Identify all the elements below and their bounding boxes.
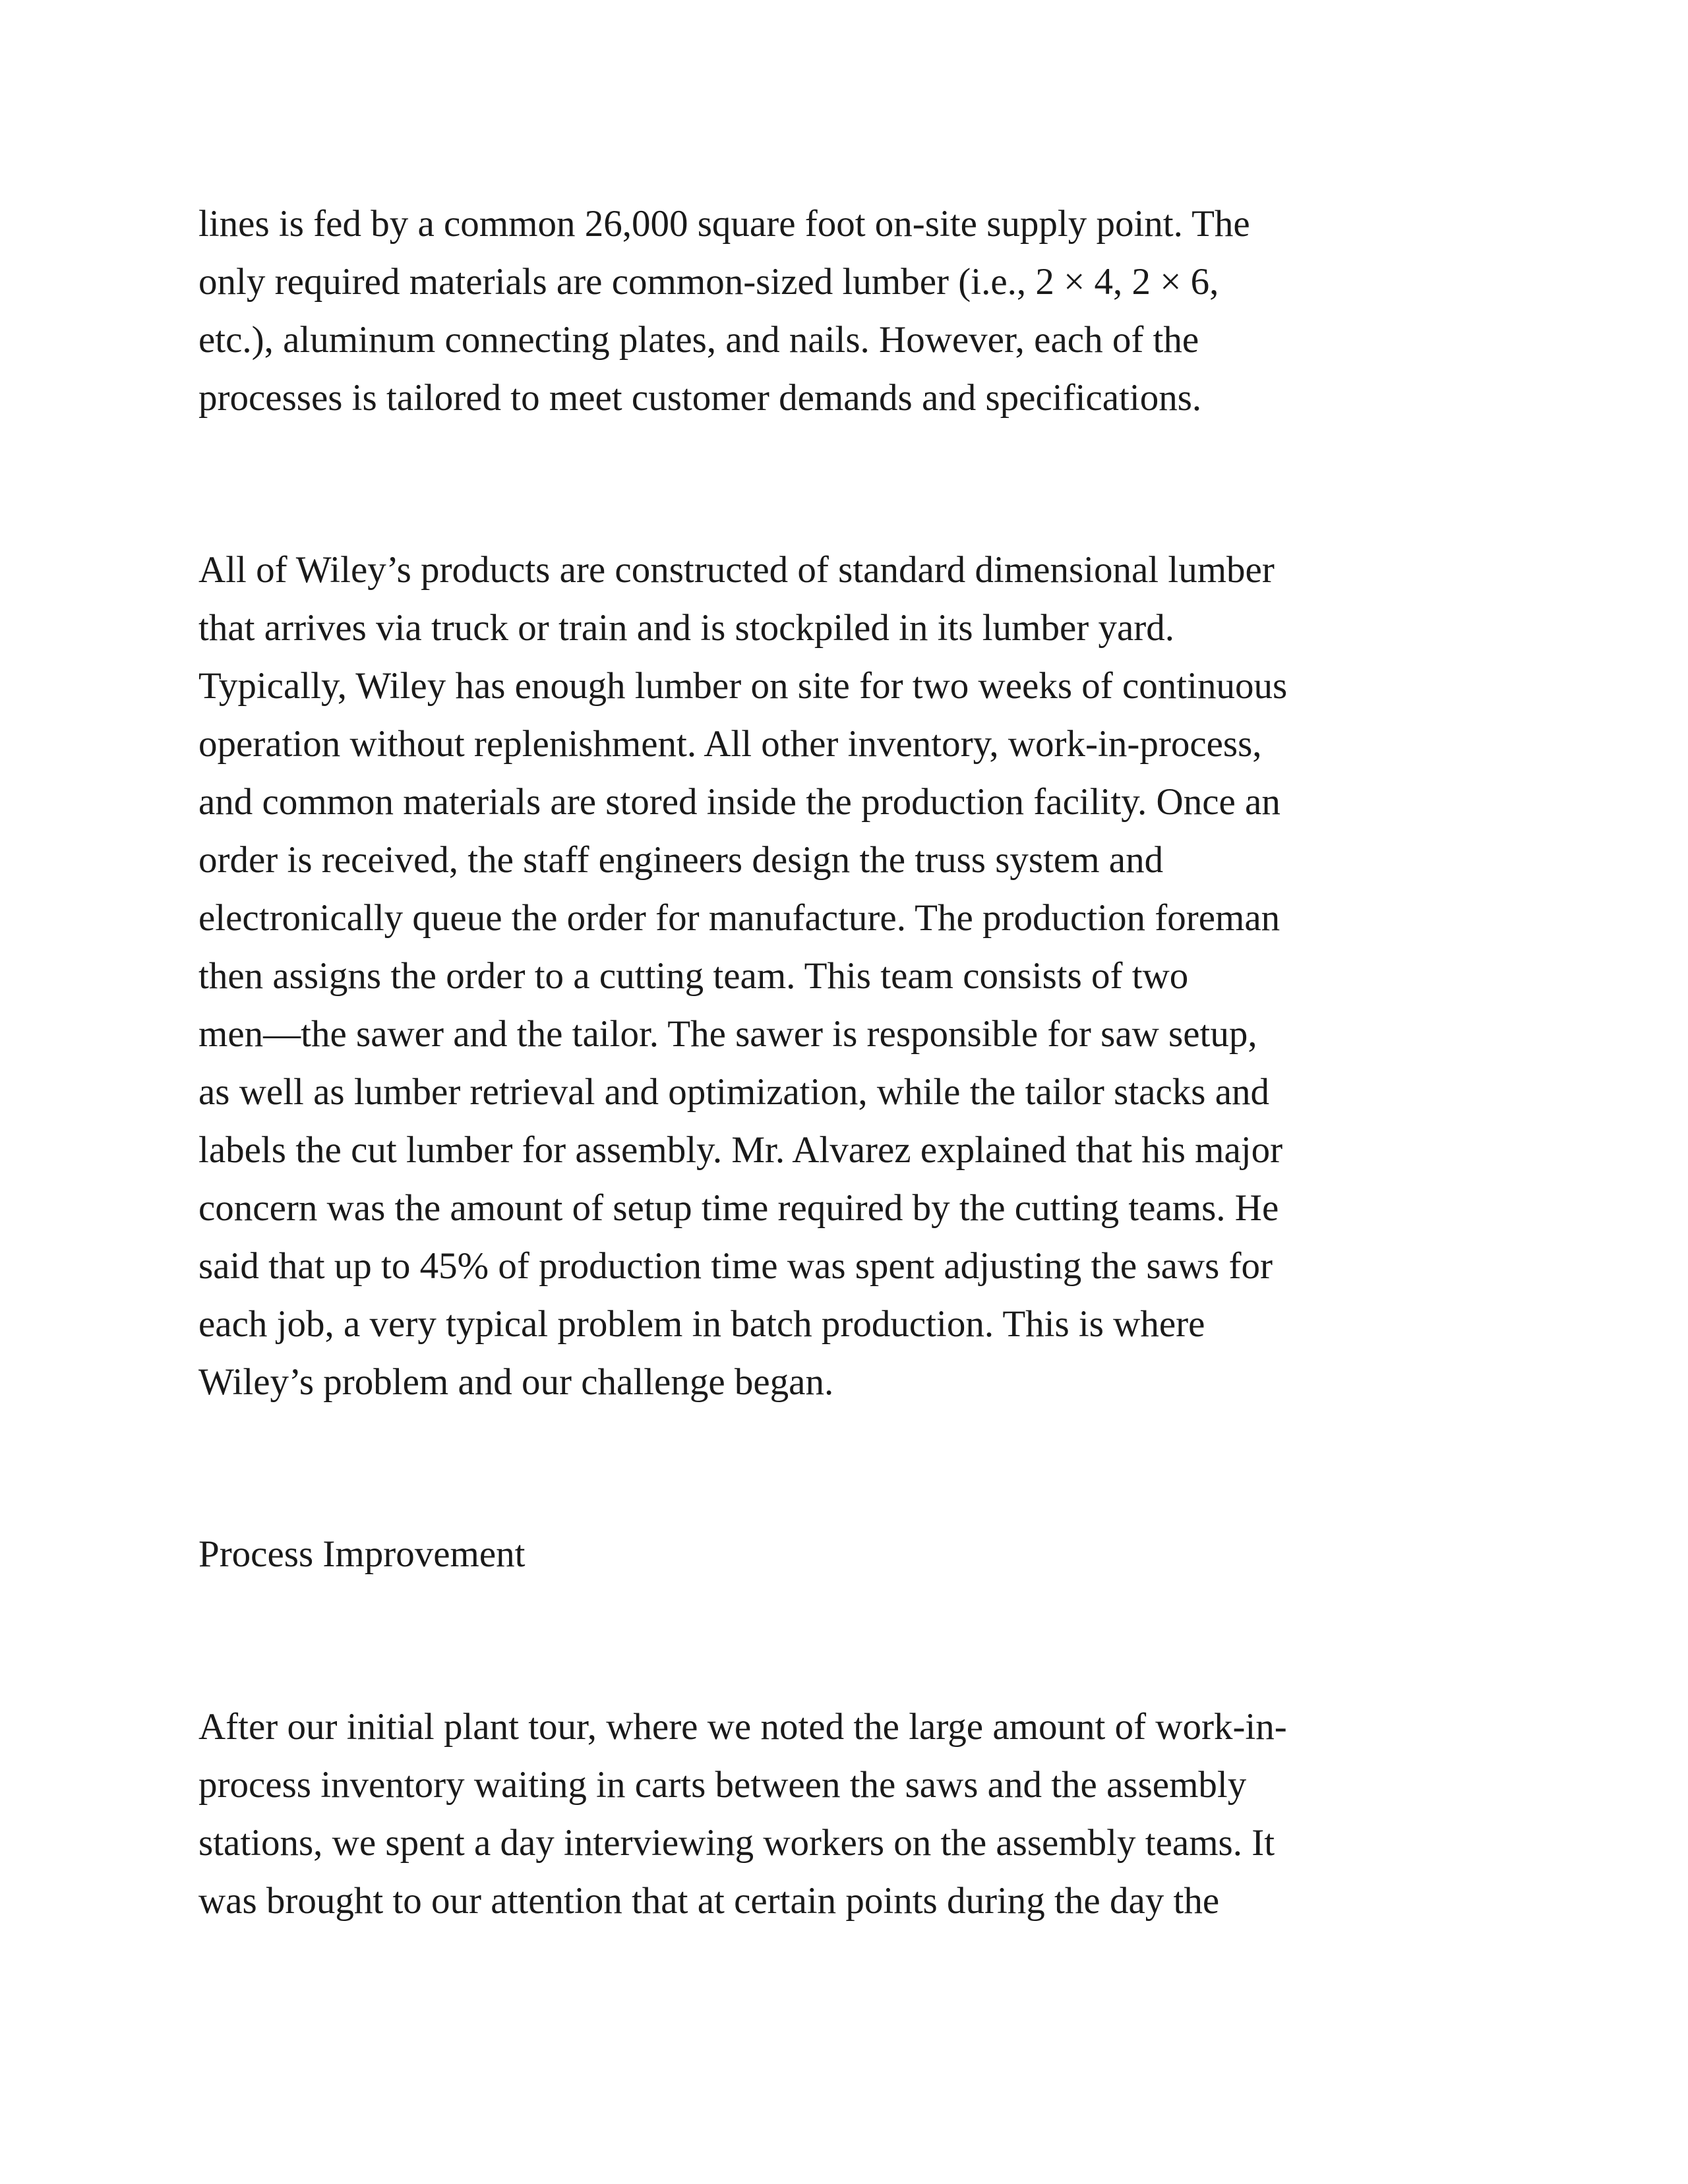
text-line: After our initial plant tour, where we noted the large amount of work-in- bbox=[198, 1706, 1287, 1748]
text-line: stations, we spent a day interviewing workers on the assembly teams. It bbox=[198, 1822, 1275, 1864]
text-line: Wiley’s problem and our challenge began. bbox=[198, 1361, 834, 1403]
text-line: as well as lumber retrieval and optimization, while the tailor stacks and bbox=[198, 1071, 1269, 1113]
text-line: lines is fed by a common 26,000 square foot on-site supply point. The bbox=[198, 203, 1250, 245]
text-line: was brought to our attention that at certain points during the day the bbox=[198, 1880, 1220, 1922]
text-line: that arrives via truck or train and is stockpiled in its lumber yard. bbox=[198, 607, 1175, 649]
section-heading: Process Improvement bbox=[198, 1533, 526, 1575]
text-line: then assigns the order to a cutting team. This team consists of two bbox=[198, 955, 1189, 997]
text-line: Typically, Wiley has enough lumber on site for two weeks of continuous bbox=[198, 665, 1288, 707]
paragraph-plant-tour bbox=[198, 1698, 1287, 1930]
paragraph-supply-point bbox=[198, 195, 1250, 427]
text-line: said that up to 45% of production time was spent adjusting the saws for bbox=[198, 1245, 1273, 1287]
text-line: order is received, the staff engineers design the truss system and bbox=[198, 839, 1164, 881]
text-line: operation without replenishment. All other inventory, work-in-process, bbox=[198, 723, 1262, 765]
text-line: processes is tailored to meet customer demands and specifications. bbox=[198, 377, 1202, 419]
text-line: All of Wiley’s products are constructed of standard dimensional lumber bbox=[198, 549, 1275, 591]
text-line: process inventory waiting in carts between the saws and the assembly bbox=[198, 1764, 1247, 1806]
text-line: etc.), aluminum connecting plates, and nails. However, each of the bbox=[198, 319, 1199, 361]
text-line: electronically queue the order for manufacture. The production foreman bbox=[198, 897, 1281, 939]
text-line: labels the cut lumber for assembly. Mr. Alvarez explained that his major bbox=[198, 1129, 1283, 1171]
text-line: concern was the amount of setup time required by the cutting teams. He bbox=[198, 1187, 1279, 1229]
text-line: and common materials are stored inside the production facility. Once an bbox=[198, 781, 1281, 823]
text-line: only required materials are common-sized lumber (i.e., 2 × 4, 2 × 6, bbox=[198, 261, 1219, 303]
paragraph-wiley-products bbox=[198, 541, 1287, 1411]
text-line: each job, a very typical problem in batch production. This is where bbox=[198, 1303, 1205, 1345]
text-line: men—the sawer and the tailor. The sawer is responsible for saw setup, bbox=[198, 1013, 1257, 1055]
